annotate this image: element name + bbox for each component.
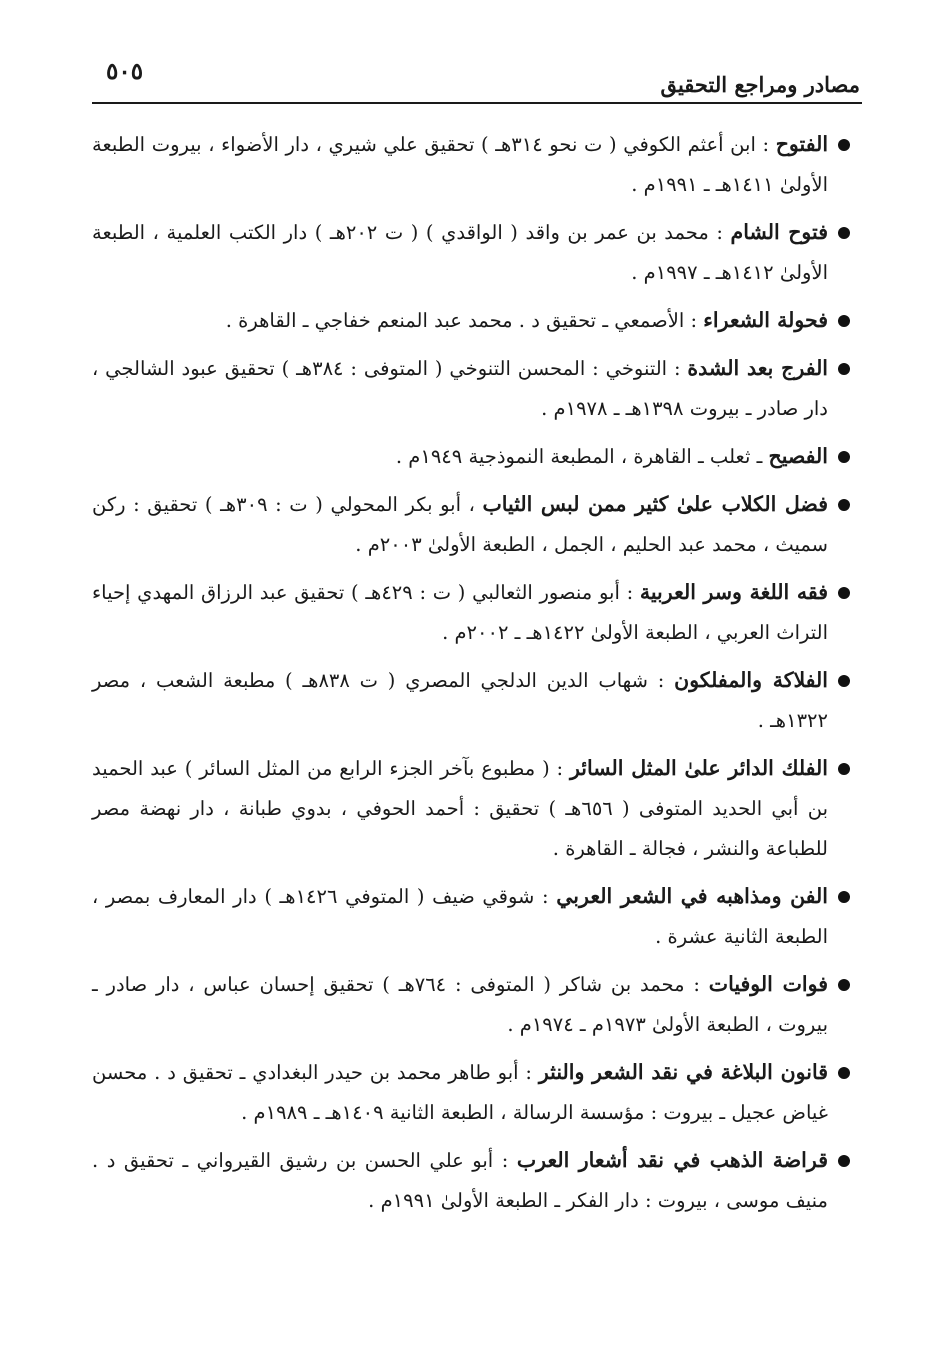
bibliography-entry	[92, 964, 850, 1045]
entry-text: ، أبو بكر المحولي ( ت : ٣٠٩هـ ) تحقيق : ركن سميث ، محمد عبد الحليم ، الجمل ، الطبعة الأولىٰ ٢٠٠٣م .	[92, 493, 828, 556]
bullet-icon	[838, 891, 850, 903]
bullet-icon	[838, 1067, 850, 1079]
bullet-icon	[838, 139, 850, 151]
entry-text: ـ ثعلب ـ القاهرة ، المطبعة النموذجية ١٩٤٩م .	[395, 445, 769, 468]
entry-title: الفلك الدائر علىٰ المثل السائر	[569, 756, 828, 780]
bibliography-entry	[92, 212, 850, 293]
bullet-icon	[838, 451, 850, 463]
running-header	[90, 58, 860, 102]
header-rule	[92, 102, 862, 104]
bullet-icon	[838, 587, 850, 599]
entry-text: : شهاب الدين الدلجي المصري ( ت ٨٣٨هـ ) مطبعة الشعب ، مصر ١٣٢٢هـ .	[92, 669, 828, 732]
bibliography-entry	[92, 1052, 850, 1133]
entry-title: فضل الكلاب علىٰ كثير ممن لبس الثياب	[482, 492, 828, 516]
bibliography-entry	[92, 876, 850, 957]
bibliography-entry	[92, 348, 850, 429]
entry-text: : شوقي ضيف ( المتوفي ١٤٢٦هـ ) دار المعارف بمصر ، الطبعة الثانية عشرة .	[92, 885, 828, 948]
entry-title: فتوح الشام	[730, 220, 829, 244]
bibliography-entry	[92, 572, 850, 653]
entry-title: قراضة الذهب في نقد أشعار العرب	[516, 1148, 828, 1172]
entry-title: الفلاكة والمفلكون	[674, 668, 828, 692]
bibliography-list	[92, 124, 850, 1228]
entry-title: الفرج بعد الشدة	[687, 356, 829, 380]
entry-text: : الأصمعي ـ تحقيق د . محمد عبد المنعم خفاجي ـ القاهرة .	[225, 309, 704, 332]
entry-text: : أبو طاهر محمد بن حيدر البغدادي ـ تحقيق د . محسن غياض عجيل ـ بيروت : مؤسسة الرسالة ، الطبعة الثانية ١٤٠٩هـ ـ ١٩٨٩م .	[92, 1061, 828, 1124]
bullet-icon	[838, 499, 850, 511]
bullet-icon	[838, 763, 850, 775]
bullet-icon	[838, 363, 850, 375]
entry-title: الفصيح	[768, 444, 828, 468]
entry-text: : أبو علي الحسن بن رشيق القيرواني ـ تحقيق د . منيف موسى ، بيروت : دار الفكر ـ الطبعة الأولىٰ ١٩٩١م .	[92, 1149, 828, 1212]
bullet-icon	[838, 979, 850, 991]
bullet-icon	[838, 675, 850, 687]
bibliography-entry	[92, 1140, 850, 1221]
running-head-title: مصادر ومراجع التحقيق	[660, 72, 860, 97]
entry-title: قانون البلاغة في نقد الشعر والنثر	[538, 1060, 828, 1084]
entry-text: : محمد بن عمر بن واقد ( الواقدي ) ( ت ٢٠٢هـ ) دار الكتب العلمية ، الطبعة الأولىٰ ١٤١٢هـ ـ ١٩٩٧م .	[92, 221, 828, 284]
entry-text: : التنوخي : المحسن التنوخي ( المتوفى : ٣٨٤هـ ) تحقيق عبود الشالجي ، دار صادر ـ بيروت ١٣٩٨هـ ـ ١٩٧٨م .	[92, 357, 828, 420]
bullet-icon	[838, 315, 850, 327]
bibliography-entry	[92, 484, 850, 565]
entry-title: الفتوح	[775, 132, 829, 156]
bullet-icon	[838, 227, 850, 239]
entry-title: فحولة الشعراء	[703, 308, 828, 332]
bibliography-entry	[92, 124, 850, 205]
page-number: ٥٠٥	[106, 58, 144, 85]
entry-title: فوات الوفيات	[708, 972, 828, 996]
entry-title: الفن ومذاهبه في الشعر العربي	[556, 884, 828, 908]
bullet-icon	[838, 1155, 850, 1167]
entry-text: : ( مطبوع بآخر الجزء الرابع من المثل السائر ) عبد الحميد بن أبي الحديد المتوفى ( ٦٥٦هـ ) تحقيق : أحمد الحوفي ، بدوي طبانة ، دار نهضة مصر للطباعة والنشر ، فجالة ـ القاهرة .	[92, 757, 828, 860]
bibliography-entry	[92, 436, 850, 477]
bibliography-entry	[92, 660, 850, 741]
entry-text: : ابن أعثم الكوفي ( ت نحو ٣١٤هـ ) تحقيق علي شيري ، دار الأضواء ، بيروت الطبعة الأولىٰ ١٤١١هـ ـ ١٩٩١م .	[92, 133, 828, 196]
entry-text: : أبو منصور الثعالبي ( ت : ٤٢٩هـ ) تحقيق عبد الرزاق المهدي إحياء التراث العربي ، الطبعة الأولىٰ ١٤٢٢هـ ـ ٢٠٠٢م .	[92, 581, 828, 644]
entry-title: فقه اللغة وسر العربية	[639, 580, 829, 604]
entry-text: : محمد بن شاكر ( المتوفى : ٧٦٤هـ ) تحقيق إحسان عباس ، دار صادر ـ بيروت ، الطبعة الأولىٰ ١٩٧٣م ـ ١٩٧٤م .	[92, 973, 828, 1036]
bibliography-entry	[92, 748, 850, 869]
bibliography-entry	[92, 300, 850, 341]
